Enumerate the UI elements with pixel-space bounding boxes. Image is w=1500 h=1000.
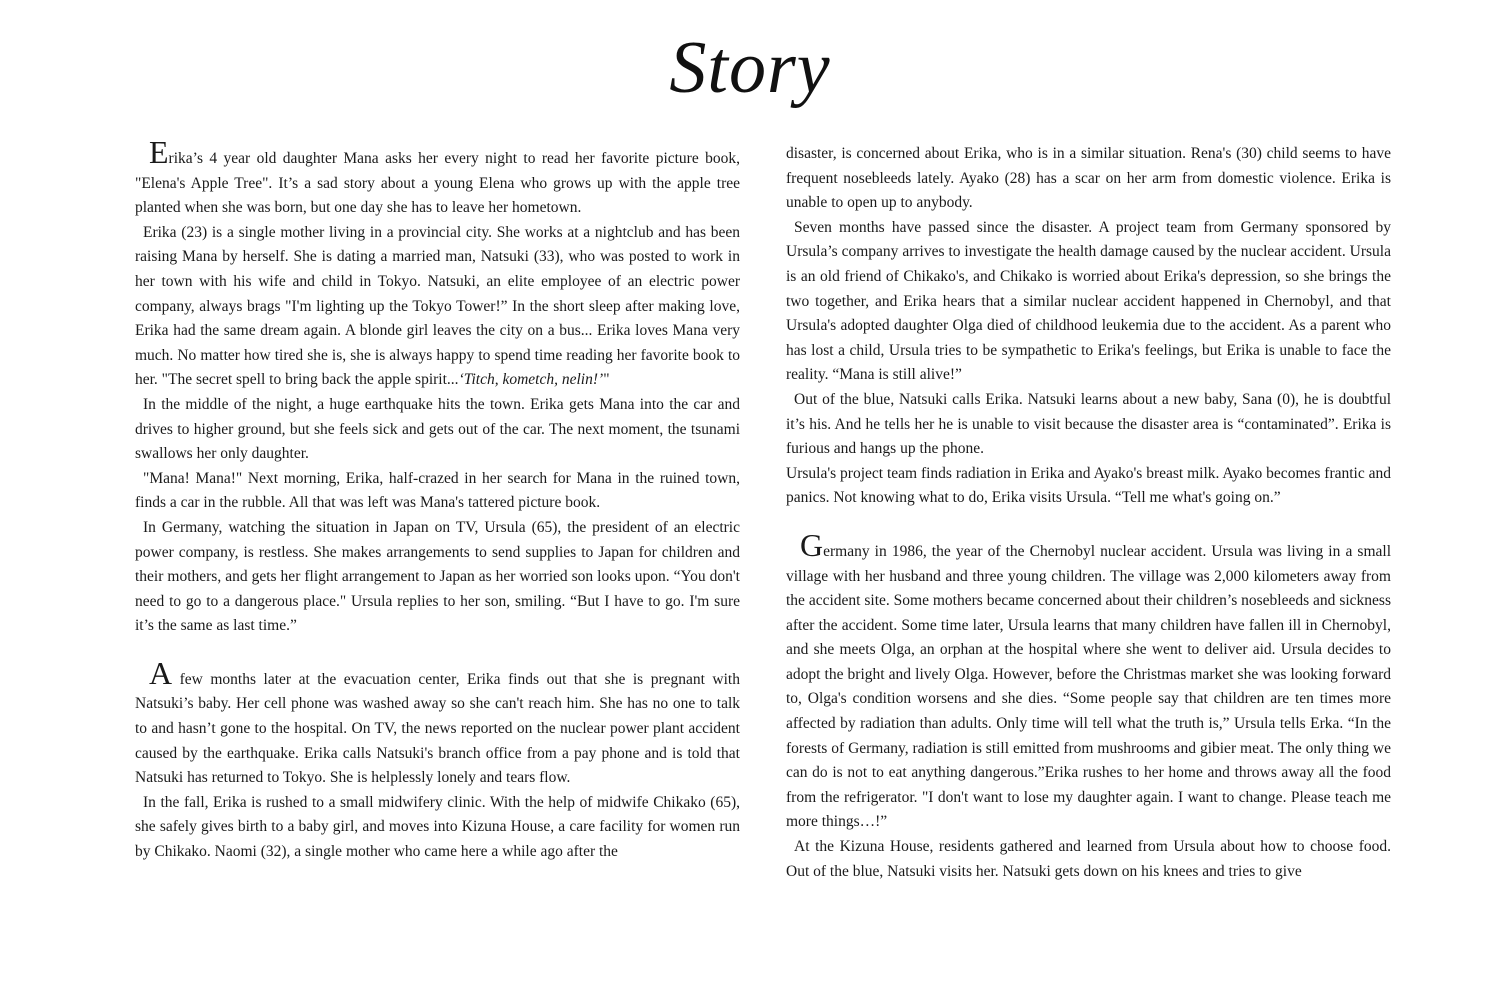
- story-paragraph: Seven months have passed since the disaster. A project team from Germany sponsored by Ursula’s company arrives to investigate the health damage caused by the nuclear accident. Ursula is an old friend of Chikako's, and Chikako is worried about Erika's depression, so she brings the two together, and Erika hears that a similar nuclear accident happened in Chernobyl, and that Ursula's adopted daughter Olga died of childhood leukemia due to the accident. As a parent who has lost a child, Ursula tries to be sympathetic to Erika's feelings, but Erika is unable to face the reality. “Mana is still alive!”: [786, 218, 1391, 384]
- story-paragraph: At the Kizuna House, residents gathered and learned from Ursula about how to choose food. Out of the blue, Natsuki visits her. Natsuki gets down on his knees and tries to give: [786, 838, 1391, 880]
- paragraph-text: Erika (23) is a single mother living in a provincial city. She works at a nightclub and has been raising Mana by herself. She is dating a married man, Natsuki (33), who was posted to work in her town with his wife and child in Tokyo. Natsuki, an elite employee of an electric power company, always brags "I'm lighting up the Tokyo Tower!” In the short sleep after making love, Erika had the same dream again. A blonde girl leaves the city on a bus... Erika loves Mana very much. No matter how tired she is, she is always happy to spend time reading her favorite book to her. "The secret spell to bring back the apple spirit...: [135, 223, 740, 389]
- story-column-right: [786, 142, 1391, 884]
- story-paragraph: [135, 221, 740, 393]
- paragraph-text: rika’s 4 year old daughter Mana asks her every night to read her favorite picture book, "Elena's Apple Tree". It’s a sad story about a young Elena who grows up with the apple tree planted when she was born, but one day she has to leave her hometown.: [135, 150, 740, 217]
- story-paragraph: [135, 654, 740, 791]
- story-paragraph: "Mana! Mana!" Next morning, Erika, half-crazed in her search for Mana in the ruined town, finds a car in the rubble. All that was left was Mana's tattered picture book.: [135, 469, 740, 512]
- drop-cap: A: [149, 654, 173, 691]
- drop-cap: G: [800, 526, 824, 563]
- secret-spell-text: ‘Titch, kometch, nelin!’: [458, 371, 604, 389]
- story-paragraph: Ursula's project team finds radiation in Erika and Ayako's breast milk. Ayako becomes frantic and panics. Not knowing what to do, Erika visits Ursula. “Tell me what's going on.”: [786, 464, 1391, 507]
- paragraph-text: ermany in 1986, the year of the Chernobyl nuclear accident. Ursula was living in a small village with her husband and three young children. The village was 2,000 kilometers away from the accident site. Some mothers became concerned about their children’s nosebleeds and sickness after the accident. Some time later, Ursula learns that many children have fallen ill in Chernobyl, and she meets Olga, an orphan at the hospital where she went to deliver aid. Ursula decides to adopt the bright and lively Olga. However, before the Christmas market she was looking forward to, Olga's condition worsens and she dies. “Some people say that children are ten times more affected by radiation than adults. Only time will tell what the truth is,” Ursula tells Erka. “In the forests of Germany, radiation is still emitted from mushrooms and gibier meat. The only thing we can do is not to eat anything dangerous.”Erika rushes to her home and throws away all the food from the refrigerator. "I don't want to lose my daughter again. I want to change. Please teach me more things…!”: [786, 542, 1391, 831]
- paragraph-text: few months later at the evacuation center, Erika finds out that she is pregnant with Natsuki’s baby. Her cell phone was washed away so she can't reach him. She has no one to talk to and hasn’t gone to the hospital. On TV, the news reported on the nuclear power plant accident caused by the earthquake. Erika calls Natsuki's branch office from a pay phone and is told that Natsuki has returned to Tokyo. She is helplessly lonely and tears flow.: [135, 670, 740, 787]
- story-paragraph: [786, 526, 1391, 835]
- drop-cap: E: [149, 134, 169, 170]
- story-paragraph: In the fall, Erika is rushed to a small midwifery clinic. With the help of midwife Chikako (65), she safely gives birth to a baby girl, and moves into Kizuna House, a care facility for women run by Chikako. Naomi (32), a single mother who came here a while ago after the: [135, 793, 740, 861]
- story-paragraph: disaster, is concerned about Erika, who is in a similar situation. Rena's (30) child seems to have frequent nosebleeds lately. Ayako (28) has a scar on her arm from domestic violence. Erika is unable to open up to anybody.: [786, 145, 1391, 212]
- story-paragraph: In Germany, watching the situation in Japan on TV, Ursula (65), the president of an electric power company, is restless. She makes arrangements to send supplies to Japan for children and their mothers, and gets her flight arrangement to Japan as her worried son looks upon. “You don't need to go to a dangerous place." Ursula replies to her son, smiling. “But I have to go. I'm sure it’s the same as last time.”: [135, 518, 740, 635]
- story-paragraph: Out of the blue, Natsuki calls Erika. Natsuki learns about a new baby, Sana (0), he is doubtful it’s his. And he tells her he is unable to visit because the disaster area is “contaminated”. Erika is furious and hangs up the phone.: [786, 390, 1391, 458]
- story-column-left: [135, 134, 740, 865]
- page-title: Story: [669, 27, 831, 109]
- story-paragraph: In the middle of the night, a huge earthquake hits the town. Erika gets Mana into the car and drives to higher ground, but she feels sick and gets out of the car. The next moment, the tsunami swallows her only daughter.: [135, 395, 740, 463]
- story-paragraph: [135, 134, 740, 221]
- paragraph-text-end: ": [603, 371, 610, 389]
